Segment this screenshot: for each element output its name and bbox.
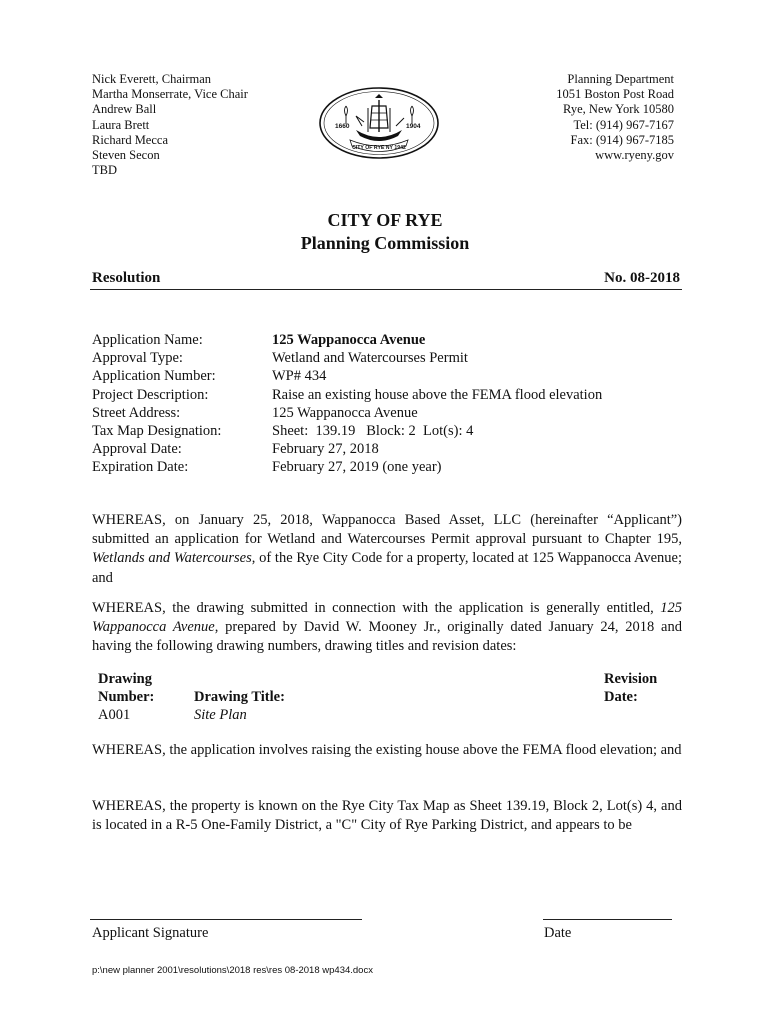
drawing-title: Site Plan [194, 706, 247, 723]
paragraph-italic: Wetlands and Watercourses [92, 550, 252, 567]
info-row [92, 386, 602, 404]
commission-members [92, 72, 248, 178]
info-row [92, 458, 602, 476]
paragraph-text: , prepared by David W. Mooney Jr., originally dated January 24, 2018 and having the following drawing numbers, drawing titles and revision dates: [92, 619, 682, 655]
drawing-revision [604, 707, 678, 725]
info-label: Street Address: [92, 404, 181, 421]
info-value: Raise an existing house above the FEMA flood elevation [272, 386, 603, 403]
member-line: Andrew Ball [92, 102, 157, 117]
dept-line: Rye, New York 10580 [563, 102, 674, 117]
member-line: Steven Secon [92, 148, 160, 163]
info-value: 125 Wappanocca Avenue [272, 332, 426, 348]
date-label: Date [544, 925, 572, 941]
col-header-title [194, 671, 604, 707]
info-label: Application Number: [92, 368, 216, 385]
info-row [92, 440, 602, 458]
paragraph-italic: 125 Wappanocca Avenue [92, 600, 682, 636]
info-row [92, 367, 602, 385]
info-label: Approval Type: [92, 350, 183, 367]
info-value: Wetland and Watercourses Permit [272, 350, 468, 367]
info-row [92, 349, 602, 367]
paragraph-text: WHEREAS, the drawing submitted in connection with the application is generally entitled, [92, 600, 661, 616]
dept-line: 1051 Boston Post Road [556, 87, 674, 102]
info-value: Sheet: 139.19 Block: 2 Lot(s): 4 [272, 423, 474, 440]
info-label: Project Description: [92, 386, 209, 403]
member-line: TBD [92, 163, 117, 178]
info-label: Application Name: [92, 332, 203, 348]
date-signature-line[interactable] [543, 919, 672, 920]
col-header-number [98, 671, 194, 707]
dept-website[interactable]: www.ryeny.gov [595, 148, 674, 163]
file-path-footer: p:\new planner 2001\resolutions\2018 res\res 08-2018 wp434.docx [92, 965, 373, 976]
info-label: Tax Map Designation: [92, 423, 222, 440]
info-value: February 27, 2019 (one year) [272, 459, 442, 476]
drawing-number: A001 [98, 706, 131, 723]
header-text: Revision [604, 671, 658, 687]
paragraph-text: , of the Rye City Code for a property, located at 125 Wappanocca Avenue; and [92, 550, 683, 586]
dept-line: Tel: (914) 967-7167 [573, 117, 674, 132]
header-divider [90, 289, 682, 290]
whereas-paragraph-1 [92, 511, 682, 588]
info-row [92, 404, 602, 422]
city-seal-logo [318, 86, 440, 160]
member-line: Richard Mecca [92, 132, 169, 147]
info-label: Approval Date: [92, 441, 182, 458]
seal-banner: CITY OF RYE NY 1942 [352, 145, 406, 151]
header-text: Date: [604, 688, 638, 705]
drawings-table [98, 671, 678, 724]
member-line: Nick Everett, Chairman [92, 72, 212, 86]
applicant-signature-label: Applicant Signature [92, 925, 209, 941]
dept-line: Planning Department [567, 72, 674, 86]
header-text: Drawing [98, 671, 152, 687]
department-contact [556, 72, 674, 163]
paragraph-text: WHEREAS, on January 25, 2018, Wappanocca Based Asset, LLC (hereinafter “Applicant”) submitted an application for Wetland and Watercourses Permit approval pursuant to Chapter 195, [92, 512, 682, 548]
info-label: Expiration Date: [92, 459, 189, 476]
document-subtitle: Planning Commission [300, 233, 470, 253]
info-value: WP# 434 [272, 368, 327, 385]
document-title: CITY OF RYE [327, 210, 443, 230]
col-header-revision [604, 671, 678, 707]
whereas-paragraph-2 [92, 599, 682, 657]
info-row [92, 422, 602, 440]
table-row [98, 707, 678, 725]
info-value: 125 Wappanocca Avenue [272, 404, 418, 421]
whereas-paragraph-3: WHEREAS, the application involves raising the existing house above the FEMA flood elevation; and [92, 742, 682, 758]
resolution-number: No. 08-2018 [604, 270, 680, 286]
dept-line: Fax: (914) 967-7185 [570, 132, 674, 147]
info-value: February 27, 2018 [272, 441, 379, 458]
resolution-label: Resolution [92, 270, 161, 286]
header-text: Number: [98, 688, 155, 705]
table-header-row [98, 671, 678, 707]
seal-year-left: 1660 [335, 123, 350, 130]
seal-year-right: 1904 [406, 123, 421, 130]
applicant-signature-line[interactable] [90, 919, 362, 920]
member-line: Laura Brett [92, 117, 150, 132]
info-row [92, 331, 602, 349]
whereas-paragraph-4: WHEREAS, the property is known on the Rye City Tax Map as Sheet 139.19, Block 2, Lot(s) 4, and is located in a R-5 One-Family District, a "C" City of Rye Parking District, and appears to be [92, 798, 682, 834]
header-text: Drawing Title: [194, 688, 285, 705]
application-info [92, 331, 602, 477]
member-line: Martha Monserrate, Vice Chair [92, 87, 248, 102]
